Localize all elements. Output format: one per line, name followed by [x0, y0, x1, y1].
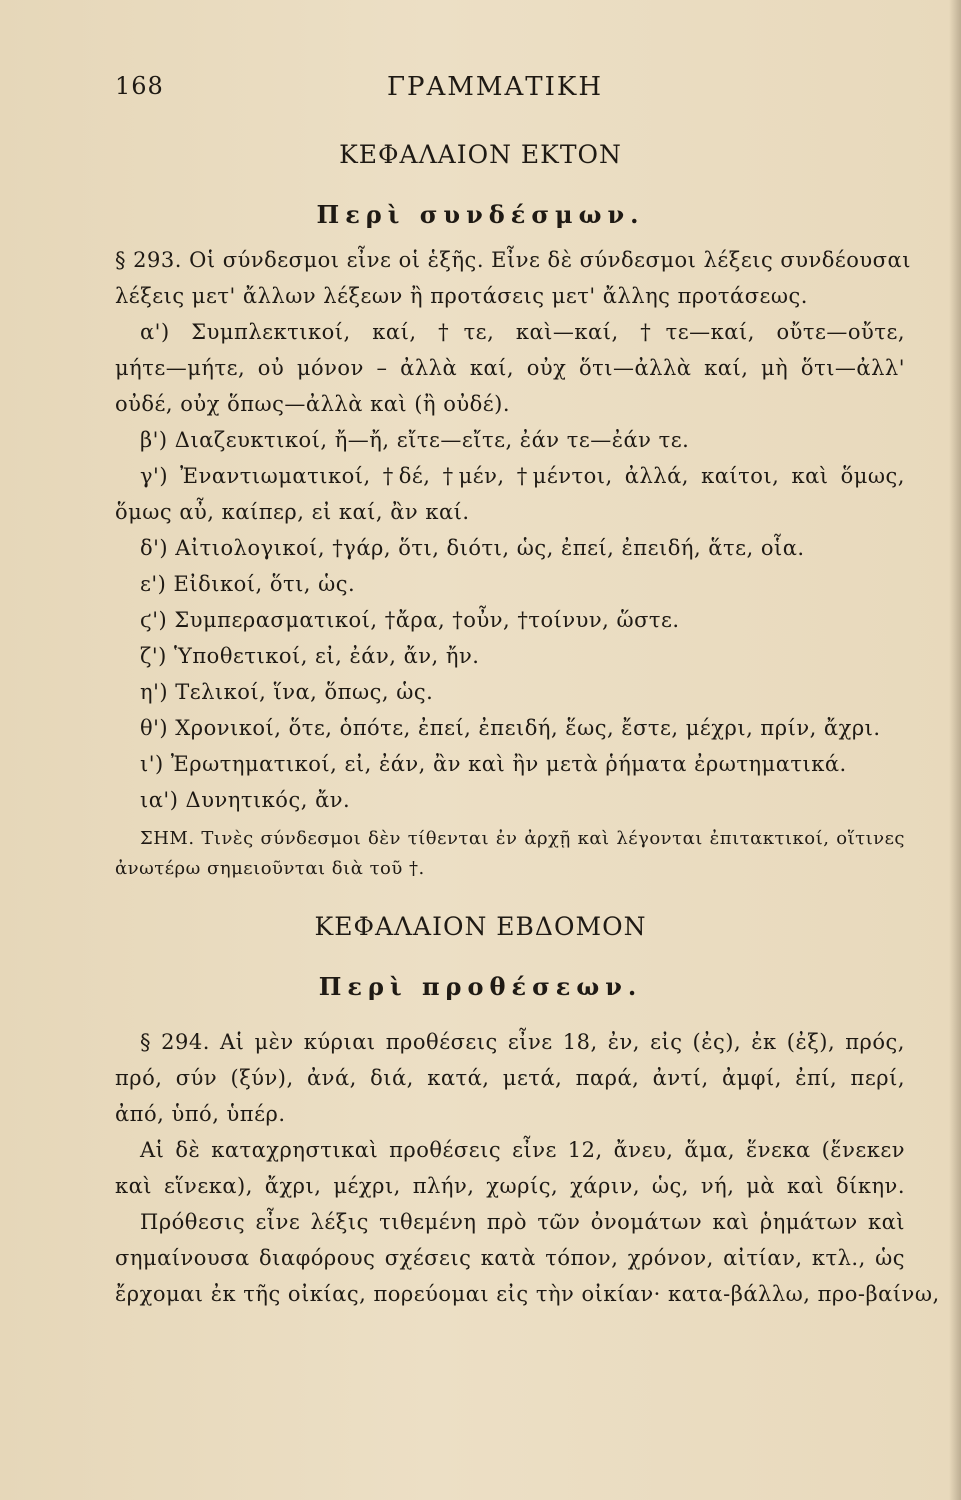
paragraph-line: μήτε—μήτε, οὐ μόνον – ἀλλὰ καί, οὐχ ὅτι—ἀλλὰ καί, μὴ ὅτι—ἀλλ' — [115, 356, 905, 380]
list-item: δ') Αἰτιολογικοί, †γάρ, ὅτι, διότι, ὡς, ἐπεί, ἐπειδή, ἅτε, οἷα. — [140, 536, 805, 560]
paragraph-line: § 294. Αἱ μὲν κύριαι προθέσεις εἶνε 18, ἐν, εἰς (ἐς), ἐκ (ἐξ), πρός, — [140, 1030, 905, 1054]
paragraph-line: ἔρχομαι ἐκ τῆς οἰκίας, πορεύομαι εἰς τὴν οἰκίαν· κατα-βάλλω, προ-βαίνω, — [115, 1282, 940, 1306]
paragraph-line: ἀπό, ὑπό, ὑπέρ. — [115, 1102, 286, 1126]
paragraph-line: πρό, σύν (ξύν), ἀνά, διά, κατά, μετά, παρά, ἀντί, ἀμφί, ἐπί, περί, — [115, 1066, 905, 1090]
paragraph-line: σημαίνουσα διαφόρους σχέσεις κατὰ τόπον, χρόνον, αἰτίαν, κτλ., ὡς — [115, 1246, 905, 1270]
paragraph-line: λέξεις μετ' ἄλλων λέξεων ἢ προτάσεις μετ' ἄλλης προτάσεως. — [115, 284, 808, 308]
page-header — [115, 72, 875, 108]
section-title: Περὶ συνδέσμων. — [316, 200, 645, 229]
list-item: β') Διαζευκτικοί, ἤ—ἤ, εἴτε—εἴτε, ἐάν τε—ἐάν τε. — [140, 428, 690, 452]
paragraph-line: Πρόθεσις εἶνε λέξις τιθεμένη πρὸ τῶν ὀνομάτων καὶ ῥημάτων καὶ — [140, 1210, 905, 1234]
section-title: Περὶ προθέσεων. — [318, 972, 643, 1001]
note-line: ἀνωτέρω σημειοῦνται διὰ τοῦ †. — [115, 858, 425, 879]
list-item: γ') Ἐναντιωματικοί, †δέ, †μέν, †μέντοι, ἀλλά, καίτοι, καὶ ὅμως, — [140, 464, 905, 488]
paragraph-line: § 293. Οἱ σύνδεσμοι εἶνε οἱ ἑξῆς. Εἶνε δὲ σύνδεσμοι λέξεις συνδέουσαι — [115, 248, 911, 272]
page-number: 168 — [115, 72, 164, 100]
paragraph-line: καὶ εἵνεκα), ἄχρι, μέχρι, πλήν, χωρίς, χάριν, ὡς, νή, μὰ καὶ δίκην. — [115, 1174, 905, 1198]
list-item: α') Συμπλεκτικοί, καί, †τε, καὶ—καί, †τε—καί, οὔτε—οὔτε, — [140, 320, 905, 344]
paragraph-line: ὅμως αὖ, καίπερ, εἰ καί, ἂν καί. — [115, 500, 470, 524]
list-item: ϛ') Συμπερασματικοί, †ἄρα, †οὖν, †τοίνυν, ὥστε. — [140, 608, 680, 632]
paragraph-line: Αἱ δὲ καταχρηστικαὶ προθέσεις εἶνε 12, ἄνευ, ἅμα, ἕνεκα (ἕνεκεν — [140, 1138, 905, 1162]
list-item: η') Τελικοί, ἵνα, ὅπως, ὡς. — [140, 680, 434, 704]
note-line: ΣΗΜ. Τινὲς σύνδεσμοι δὲν τίθενται ἐν ἀρχῇ καὶ λέγονται ἐπιτακτικοί, οἵτινες — [140, 828, 905, 849]
list-item: ια') Δυνητικός, ἄν. — [140, 788, 351, 812]
chapter-title: ΚΕΦΑΛΑΙΟΝ ΕΚΤΟΝ — [339, 140, 622, 169]
list-item: θ') Χρονικοί, ὅτε, ὁπότε, ἐπεί, ἐπειδή, ἕως, ἔστε, μέχρι, πρίν, ἄχρι. — [140, 716, 881, 740]
list-item: ι') Ἐρωτηματικοί, εἰ, ἐάν, ἂν καὶ ἢν μετὰ ῥήματα ἐρωτηματικά. — [140, 752, 847, 776]
list-item: ε') Εἰδικοί, ὅτι, ὡς. — [140, 572, 356, 596]
list-item: ζ') Ὑποθετικοί, εἰ, ἐάν, ἄν, ἤν. — [140, 644, 480, 668]
paragraph-line: οὐδέ, οὐχ ὅπως—ἀλλὰ καὶ (ἢ οὐδέ). — [115, 392, 511, 416]
chapter-title: ΚΕΦΑΛΑΙΟΝ ΕΒΔΟΜΟΝ — [314, 912, 647, 941]
running-head: ΓΡΑΜΜΑΤΙΚΗ — [386, 72, 604, 102]
